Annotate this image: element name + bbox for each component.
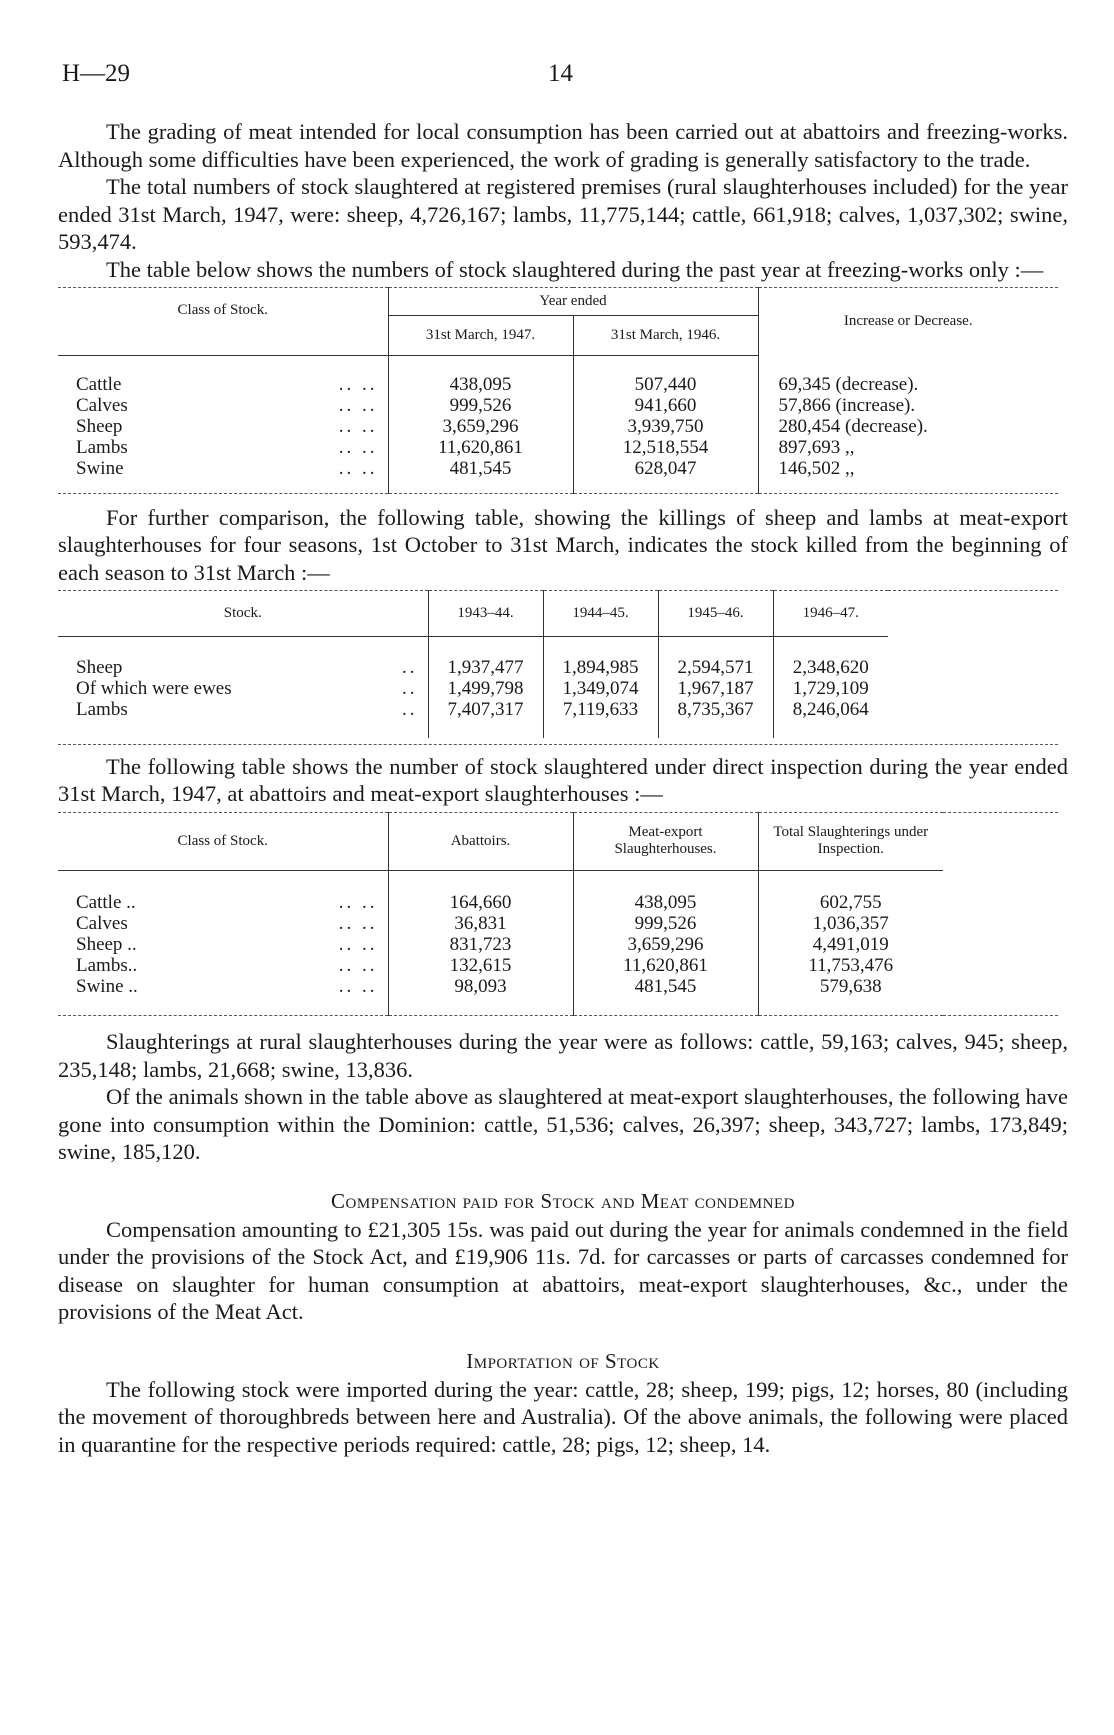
header-1945-46: 1945–46.: [658, 591, 773, 637]
value-1946: 507,440: [634, 373, 697, 395]
value-1946-47: 1,729,109: [792, 677, 869, 699]
row-label: [76, 437, 388, 458]
value-meat-export: 11,620,861: [623, 955, 708, 976]
value-meat-export: 3,659,296: [627, 934, 704, 955]
value-change: 69,345 (decrease).: [778, 373, 919, 395]
row-label: [76, 955, 388, 976]
table-row: [58, 374, 1058, 494]
row-label: [76, 699, 428, 720]
value-1943-44: 1,499,798: [447, 677, 524, 699]
value-total: 602,755: [819, 892, 882, 913]
leader-dots: ..: [402, 656, 418, 678]
value-1946: 12,518,554: [622, 436, 709, 458]
value-meat-export: 438,095: [634, 892, 697, 913]
value-1944-45: 1,349,074: [562, 677, 639, 699]
leader-dots: .. ..: [338, 457, 378, 479]
row-label: [76, 934, 388, 955]
leader-dots: .. ..: [338, 394, 378, 416]
row-label: [76, 458, 388, 479]
value-1945-46: 1,967,187: [677, 677, 754, 699]
header-class-of-stock: Class of Stock.: [58, 812, 388, 870]
value-1943-44: 1,937,477: [447, 656, 524, 678]
row-label: Of which were ewes: [76, 677, 232, 699]
value-meat-export: 481,545: [634, 976, 697, 997]
value-1947: 11,620,861: [438, 436, 523, 458]
header-meat-export: Meat-export Slaughterhouses.: [573, 812, 758, 870]
header-class-of-stock: Class of Stock.: [58, 288, 388, 356]
value-1946: 941,660: [634, 394, 697, 416]
row-label: Sheep: [76, 656, 123, 678]
value-1946: 3,939,750: [627, 415, 704, 437]
value-change: 146,502 ,,: [778, 457, 855, 479]
row-label: Swine: [76, 457, 124, 479]
value-change: 57,866 (increase).: [778, 394, 916, 416]
value-abattoirs: 98,093: [454, 976, 507, 997]
seasons-table: [58, 590, 1058, 738]
value-change: 280,454 (decrease).: [778, 415, 928, 437]
leader-dots: .. ..: [338, 934, 378, 955]
leader-dots: .. ..: [338, 436, 378, 458]
value-abattoirs: 831,723: [449, 934, 512, 955]
value-1947: 481,545: [449, 457, 512, 479]
row-label: Swine ..: [76, 976, 138, 997]
value-total: 1,036,357: [812, 913, 889, 934]
row-label: Lambs..: [76, 955, 138, 976]
header-increase-decrease: Increase or Decrease.: [758, 288, 1058, 356]
header-1943-44: 1943–44.: [428, 591, 543, 637]
value-abattoirs: 132,615: [449, 955, 512, 976]
value-1946-47: 2,348,620: [792, 656, 869, 678]
document-page: [58, 50, 1068, 1458]
value-1946-47: 8,246,064: [792, 698, 869, 720]
row-label: Calves: [76, 394, 128, 416]
value-abattoirs: 164,660: [449, 892, 512, 913]
inspection-table: [58, 812, 1058, 1017]
row-label: Calves: [76, 913, 128, 934]
leader-dots: .. ..: [338, 955, 378, 976]
document-code: H—29: [62, 60, 131, 87]
header-year-ended: Year ended: [388, 288, 758, 316]
leader-dots: .. ..: [338, 373, 378, 395]
value-1947: 3,659,296: [442, 415, 519, 437]
heading-compensation: Compensation paid for Stock and Meat condemned: [331, 1188, 795, 1213]
value-1945-46: 8,735,367: [677, 698, 754, 720]
table-row: [58, 657, 1058, 738]
value-change: 897,693 ,,: [778, 436, 855, 458]
table-row: [58, 892, 1058, 1016]
row-label: Sheep ..: [76, 934, 137, 955]
paragraph-table1-intro: The table below shows the numbers of stock slaughtered during the past year at freezing-works only :—: [106, 256, 1044, 282]
paragraph-consumption: Of the animals shown in the table above as slaughtered at meat-export slaughterhouses, the following have gone into consumption within the Dominion: cattle, 51,536; calves, 26,397; sheep, 343,727; lambs, 173,849; swine, 185,120.: [58, 1084, 1068, 1164]
row-label: [76, 913, 388, 934]
value-1947: 438,095: [449, 373, 512, 395]
paragraph-table3-intro: The following table shows the number of stock slaughtered under direct inspection during the year ended 31st March, 1947, at abattoirs and meat-export slaughterhouses :—: [58, 753, 1068, 806]
paragraph-totals: The total numbers of stock slaughtered at registered premises (rural slaughterhouses included) for the year ended 31st March, 1947, were: sheep, 4,726,167; lambs, 11,775,144; cattle, 661,918; calves, 1,037,302; swine, 593,474.: [58, 174, 1068, 254]
header-abattoirs: Abattoirs.: [388, 812, 573, 870]
paragraph-compensation: Compensation amounting to £21,305 15s. was paid out during the year for animals condemned in the field under the provisions of the Stock Act, and £19,906 11s. 7d. for carcasses or parts of carcasses condemned for disease on slaughter for human consumption at abattoirs, meat-export slaughterhouses, &c., under the provisions of the Meat Act.: [58, 1216, 1068, 1324]
paragraph-table2-intro: For further comparison, the following table, showing the killings of sheep and lambs at meat-export slaughterhouses for four seasons, 1st October to 31st March, indicates the stock killed from the beginning of each season to 31st March :—: [58, 504, 1068, 585]
heading-importation: Importation of Stock: [466, 1348, 660, 1373]
page-header: [58, 50, 1068, 90]
value-1944-45: 7,119,633: [562, 698, 639, 720]
row-label: [76, 892, 388, 913]
page-number: 14: [548, 60, 573, 87]
value-1946: 628,047: [634, 457, 697, 479]
value-1947: 999,526: [449, 394, 512, 416]
value-total: 4,491,019: [812, 934, 889, 955]
header-1947: 31st March, 1947.: [388, 316, 573, 356]
value-total: 579,638: [819, 976, 882, 997]
value-1943-44: 7,407,317: [447, 698, 524, 720]
row-label: [76, 374, 388, 395]
leader-dots: .. ..: [338, 976, 378, 997]
value-total: 11,753,476: [808, 955, 894, 976]
paragraph-grading: The grading of meat intended for local consumption has been carried out at abattoirs and freezing-works. Although some difficulties have been experienced, the work of grading is generally satisfactory to the trade.: [58, 119, 1068, 172]
paragraph-rural: Slaughterings at rural slaughterhouses during the year were as follows: cattle, 59,163; calves, 945; sheep, 235,148; lambs, 21,668; swine, 13,836.: [58, 1029, 1068, 1082]
row-label: Sheep: [76, 415, 123, 437]
value-abattoirs: 36,831: [454, 913, 507, 934]
row-label: Cattle: [76, 373, 122, 395]
row-label: [76, 678, 428, 699]
header-1944-45: 1944–45.: [543, 591, 658, 637]
freezing-works-table: [58, 287, 1058, 494]
value-1945-46: 2,594,571: [677, 656, 754, 678]
leader-dots: .. ..: [338, 913, 378, 934]
row-label: [76, 976, 388, 997]
leader-dots: .. ..: [338, 415, 378, 437]
header-total-slaughterings: Total Slaughterings under Inspection.: [758, 812, 943, 870]
leader-dots: ..: [402, 698, 418, 720]
value-meat-export: 999,526: [634, 913, 697, 934]
paragraph-importation: The following stock were imported during the year: cattle, 28; sheep, 199; pigs, 12; horses, 80 (including the movement of thoroughbreds between here and Australia). Of the above animals, the following were placed in quarantine for the respective periods required: cattle, 28; pigs, 12; sheep, 14.: [58, 1376, 1068, 1457]
row-label: Lambs: [76, 698, 128, 720]
leader-dots: .. ..: [338, 892, 378, 913]
row-label: [76, 416, 388, 437]
header-stock: Stock.: [58, 591, 428, 637]
row-label: [76, 395, 388, 416]
leader-dots: ..: [402, 677, 418, 699]
row-label: Cattle ..: [76, 892, 136, 913]
row-label: Lambs: [76, 436, 128, 458]
header-1946: 31st March, 1946.: [573, 316, 758, 356]
header-1946-47: 1946–47.: [773, 591, 888, 637]
value-1944-45: 1,894,985: [562, 656, 639, 678]
row-label: [76, 657, 428, 678]
